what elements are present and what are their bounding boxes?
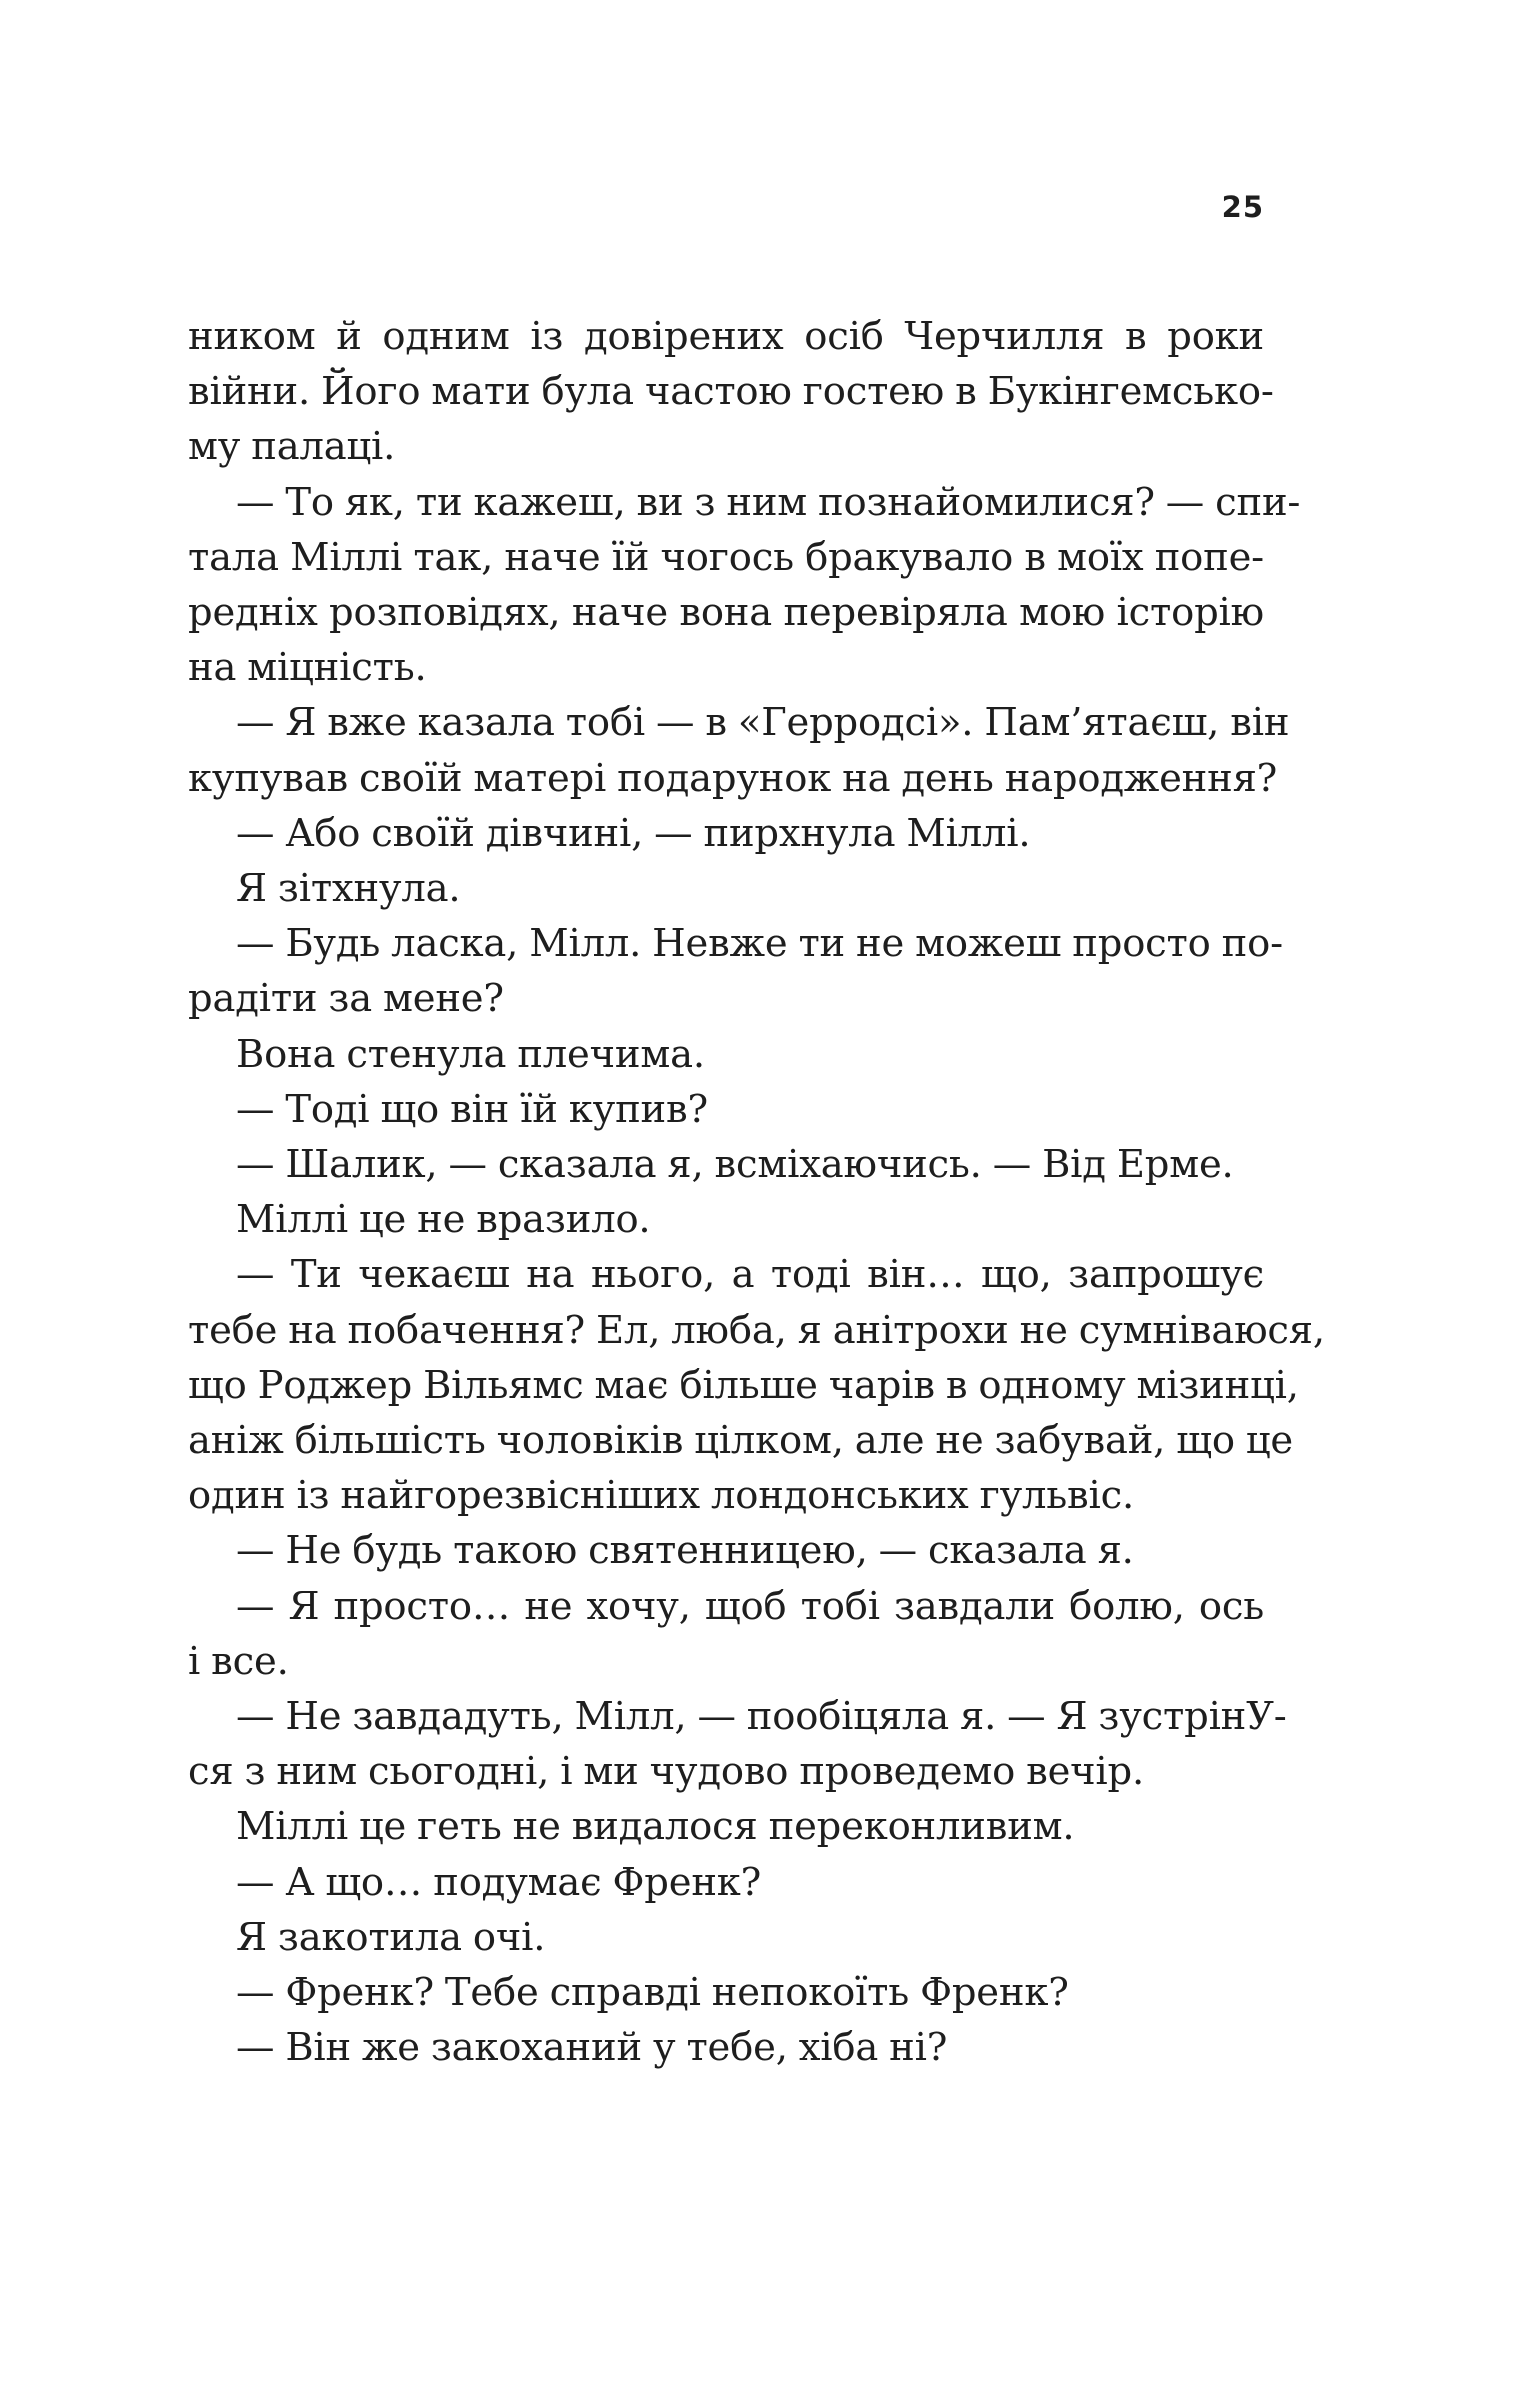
text-line: що Роджер Вільямс має більше чарів в одному мізинці,: [188, 1362, 1299, 1408]
text-line: — Не завдадуть, Мілл, — пообіцяла я. — Я зустрінУ-: [236, 1694, 1287, 1740]
text-line: — А що… подумає Френк?: [236, 1859, 762, 1905]
text-line: редніх розповідях, наче вона перевіряла мою історію: [188, 590, 1264, 636]
text-line: тала Міллі так, наче їй чогось бракувало в моїх попе-: [188, 534, 1264, 580]
text-line: купував своїй матері подарунок на день народження?: [188, 755, 1278, 801]
text-line: — То як, ти кажеш, ви з ним познайомилися? — спи-: [236, 479, 1301, 525]
text-line: Міллі це геть не видалося переконливим.: [236, 1804, 1075, 1850]
text-line: ником й одним із довірених осіб Черчилля в роки: [188, 314, 1264, 359]
text-line: війни. Його мати була частою гостею в Букінгемсько-: [188, 369, 1274, 415]
text-line: — Ти чекаєш на нього, а тоді він… що, запрошує: [236, 1252, 1264, 1298]
text-line: аніж більшість чоловіків цілком, але не забувай, що це: [188, 1418, 1294, 1464]
text-line: — Тоді що він їй купив?: [236, 1086, 708, 1132]
text-line: — Шалик, — сказала я, всміхаючись. — Від Ерме.: [236, 1142, 1234, 1188]
page-number: 25: [1221, 190, 1264, 224]
text-line: — Будь ласка, Мілл. Невже ти не можеш просто по-: [236, 921, 1283, 967]
text-line: Я зітхнула.: [236, 866, 461, 912]
text-line: — Він же закоханий у тебе, хіба ні?: [236, 2025, 948, 2071]
text-line: і все.: [188, 1638, 289, 1684]
body-text: [188, 309, 1325, 2076]
text-line: — Я вже казала тобі — в «Герродсі». Пам’ятаєш, він: [236, 700, 1290, 746]
text-line: Вона стенула плечима.: [236, 1031, 705, 1077]
text-line: один із найгорезвісніших лондонських гульвіс.: [188, 1473, 1135, 1519]
text-line: Міллі це не вразило.: [236, 1197, 651, 1243]
text-line: му палаці.: [188, 424, 396, 470]
text-line: радіти за мене?: [188, 976, 504, 1022]
text-line: — Френк? Тебе справді непокоїть Френк?: [236, 1970, 1069, 2016]
text-line: — Не будь такою святенницею, — сказала я.: [236, 1528, 1134, 1574]
text-line: — Я просто… не хочу, щоб тобі завдали болю, ось: [236, 1583, 1264, 1629]
text-line: тебе на побачення? Ел, люба, я анітрохи не сумніваюся,: [188, 1307, 1325, 1353]
text-line: — Або своїй дівчині, — пирхнула Міллі.: [236, 810, 1031, 856]
text-line: ся з ним сьогодні, і ми чудово проведемо вечір.: [188, 1749, 1145, 1795]
text-line: Я закотила очі.: [236, 1914, 546, 1960]
text-line: на міцність.: [188, 645, 427, 691]
